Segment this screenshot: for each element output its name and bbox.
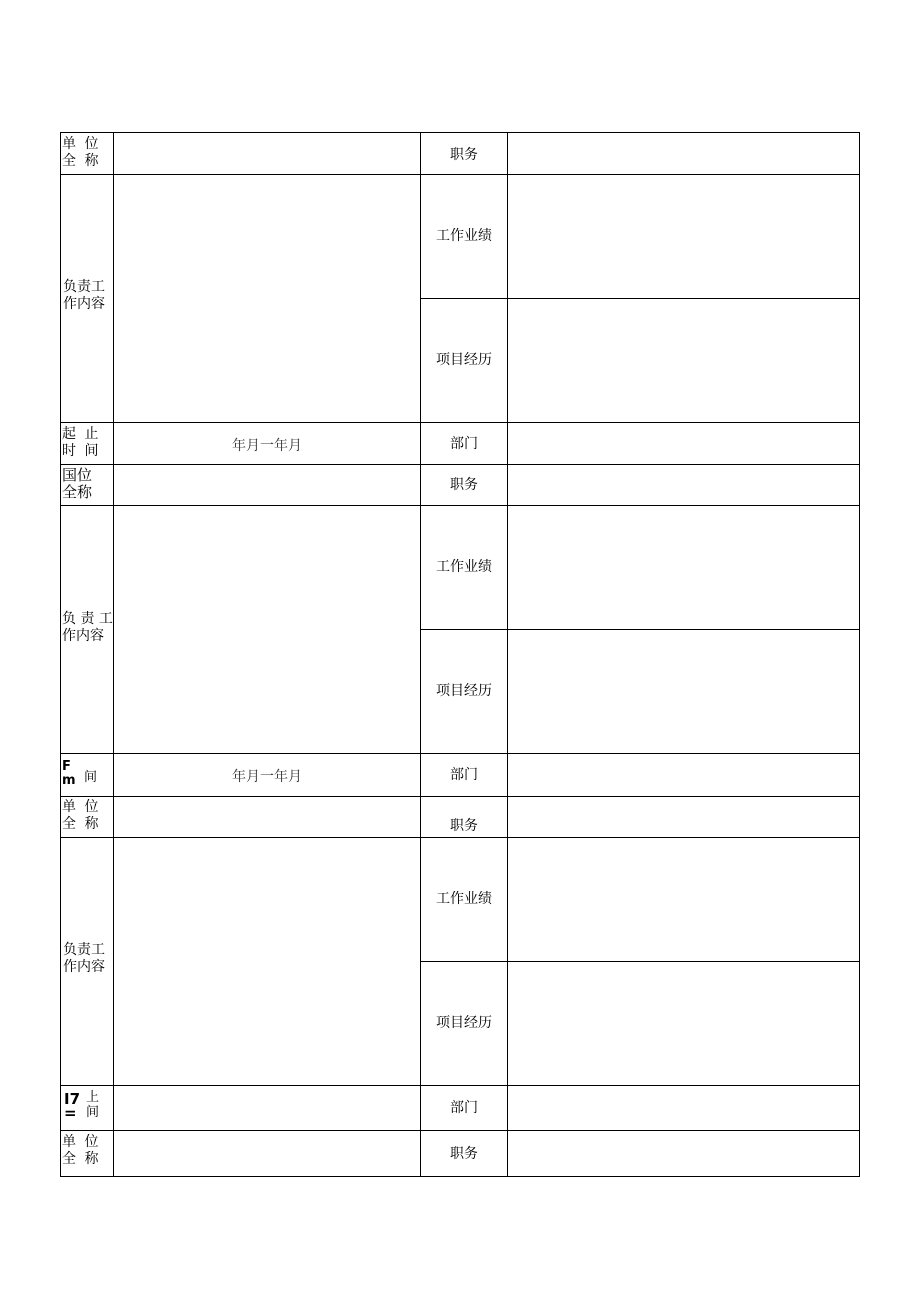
table-line (60, 132, 61, 1177)
duty-content-label: 负责工作内容 (63, 279, 105, 312)
period-value: 年月一年月 (232, 769, 302, 785)
project-experience-value (508, 299, 859, 422)
period-label: 间 (84, 770, 98, 785)
resume-work-history-table (60, 132, 860, 1177)
unit-name-label: 单 位 全 称 (62, 1134, 101, 1167)
duty-content-value (114, 175, 420, 422)
position-value (508, 133, 859, 174)
table-line (60, 1176, 860, 1177)
achievement-value (508, 175, 859, 298)
table-line (420, 961, 860, 962)
project-experience-label: 项目经历 (436, 352, 492, 368)
table-line (420, 629, 860, 630)
position-label: 职务 (450, 818, 478, 834)
table-line (60, 1130, 860, 1131)
department-value (508, 423, 859, 464)
position-label: 职务 (450, 477, 478, 493)
project-experience-label: 项目经历 (436, 683, 492, 699)
duty-content-label: 负 责 工作内容 (62, 611, 113, 644)
position-label: 职务 (450, 147, 478, 163)
table-line (60, 796, 860, 797)
table-line (859, 132, 860, 1177)
unit-name-label: 单 位 全 称 (62, 799, 101, 832)
position-label: 职务 (450, 1146, 478, 1162)
achievement-label: 工作业绩 (436, 228, 492, 244)
period-value: 年月一年月 (232, 438, 302, 454)
achievement-label: 工作业绩 (436, 891, 492, 907)
table-line (60, 464, 860, 465)
department-label: 部门 (450, 767, 478, 783)
table-line (60, 753, 860, 754)
unit-name-label: 单 位 全 称 (62, 136, 101, 169)
period-label: 起 止 时 间 (62, 426, 101, 459)
unit-name-label: 国位全称 (62, 466, 93, 501)
achievement-label: 工作业绩 (436, 559, 492, 575)
period-label-glyph: I7 = (64, 1090, 81, 1122)
department-label: 部门 (450, 436, 478, 452)
table-line (60, 1085, 860, 1086)
project-experience-label: 项目经历 (436, 1015, 492, 1031)
table-line (60, 837, 860, 838)
period-label: 上间 (86, 1090, 100, 1120)
table-line (60, 505, 860, 506)
department-label: 部门 (450, 1100, 478, 1116)
unit-name-value (114, 133, 420, 174)
period-label-glyph: F m (62, 759, 76, 788)
duty-content-label: 负责工作内容 (63, 942, 105, 975)
